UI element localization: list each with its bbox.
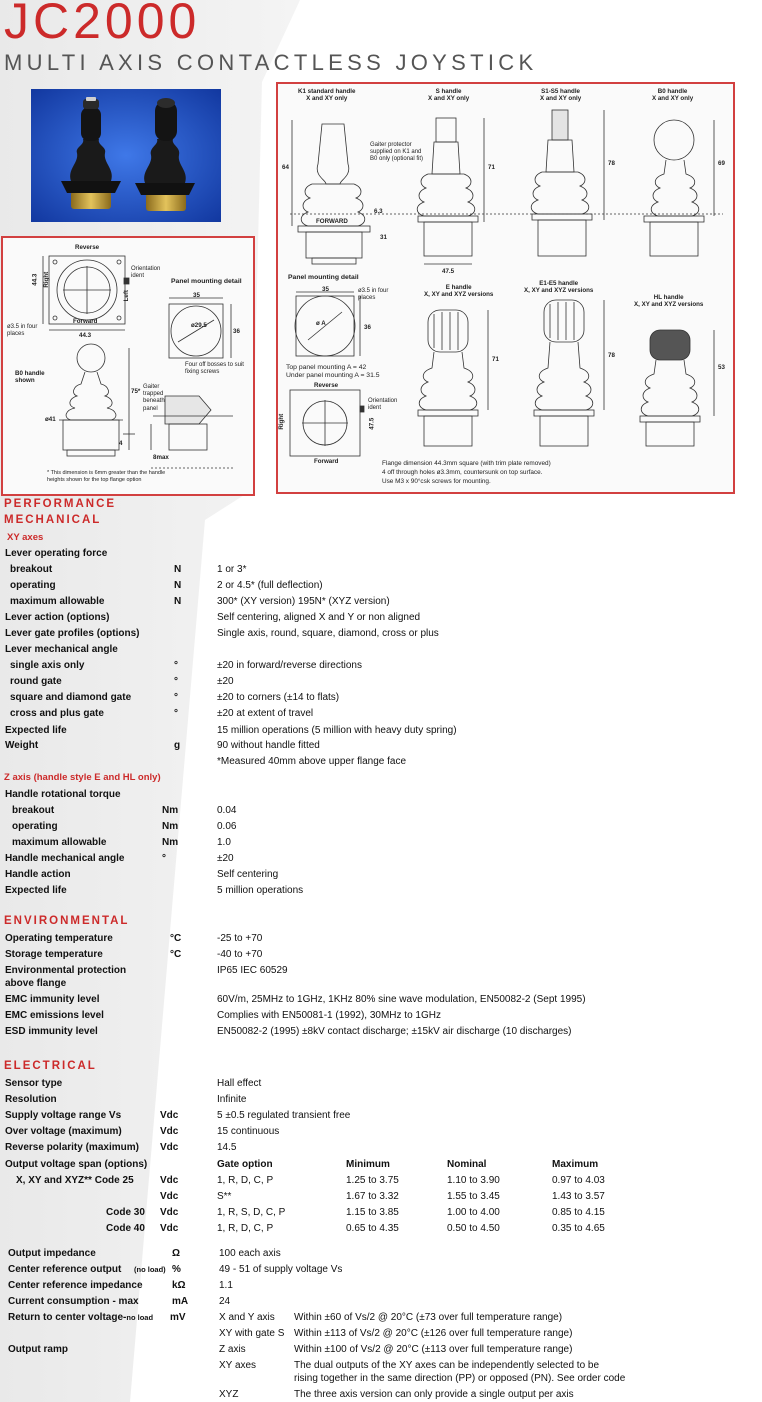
- span-cell: 0.50 to 4.50: [447, 1223, 500, 1234]
- return-label: Return to center voltage-no load: [8, 1312, 154, 1323]
- dim-71-bottom: 71: [492, 356, 499, 363]
- label-reverse: Reverse: [75, 244, 100, 251]
- dim-35-right: 35: [322, 286, 329, 293]
- perf-row-label: Weight: [5, 740, 39, 751]
- section-electrical: ELECTRICAL: [4, 1060, 97, 1072]
- elec2-row-label: Current consumption - max: [8, 1296, 139, 1307]
- span-header-gate: Gate option: [217, 1159, 273, 1170]
- env-row-label: ESD immunity level: [5, 1026, 98, 1037]
- z-row-label: operating: [12, 821, 58, 832]
- env-row-value: -25 to +70: [217, 933, 263, 944]
- holes-note: ø3.5 in four places: [7, 324, 38, 338]
- elec-row-label: Reverse polarity (maximum): [5, 1142, 139, 1153]
- elec2-row-label-small: (no load): [134, 1265, 166, 1274]
- handle-e-name: E handle X, XY and XYZ versions: [424, 284, 494, 299]
- elec-row-unit: Vdc: [160, 1110, 179, 1121]
- ramp-value-2: rising together in the same direction (PP) or opposed (PN). See order code: [294, 1373, 626, 1384]
- elec-row-value: Hall effect: [217, 1078, 262, 1089]
- span-header-minimum: Minimum: [346, 1159, 390, 1170]
- z-row-value: ±20: [217, 853, 234, 864]
- flange-note-1: Flange dimension 44.3mm square (with trim plate removed): [382, 460, 551, 467]
- span-cell: 1.15 to 3.85: [346, 1207, 399, 1218]
- elec-row-value: 15 continuous: [217, 1126, 280, 1137]
- dim-phi-41: ø41: [45, 416, 56, 423]
- env-row-unit: °C: [170, 949, 182, 960]
- dim-78-bottom: 78: [608, 352, 615, 359]
- z-row-value: Self centering: [217, 869, 279, 880]
- return-value: Within ±100 of Vs/2 @ 20°C (±113 over full temperature range): [294, 1344, 573, 1355]
- span-cell: 1.10 to 3.90: [447, 1175, 500, 1186]
- ramp-label: Output ramp: [8, 1344, 68, 1355]
- z-row-value: 0.06: [217, 821, 237, 832]
- elec2-row-unit: kΩ: [172, 1280, 186, 1291]
- dim-53: 53: [718, 364, 725, 371]
- span-cell: 0.97 to 4.03: [552, 1175, 605, 1186]
- span-cell: 1.25 to 3.75: [346, 1175, 399, 1186]
- elec-row-value: Infinite: [217, 1094, 247, 1105]
- panel-detail-title: Panel mounting detail: [171, 278, 242, 285]
- span-row-unit: Vdc: [160, 1223, 179, 1234]
- dim-71: 71: [488, 164, 495, 171]
- perf-row-label: operating: [10, 580, 56, 591]
- perf-row-value: Self centering, aligned X and Y or non aligned: [217, 612, 421, 623]
- elec2-row-unit: mA: [172, 1296, 189, 1307]
- return-value: Within ±60 of Vs/2 @ 20°C (±73 over full temperature range): [294, 1312, 563, 1323]
- dim-6-3: 6.3: [374, 208, 383, 215]
- perf-row-label: round gate: [10, 676, 62, 687]
- perf-row-value: 2 or 4.5* (full deflection): [217, 580, 323, 591]
- z-row-label: Expected life: [5, 885, 67, 896]
- section-mechanical: MECHANICAL: [4, 514, 102, 526]
- perf-row-label: breakout: [10, 564, 53, 575]
- elec2-row-label: Output impedance: [8, 1248, 96, 1259]
- span-cell: 1, R, D, C, P: [217, 1175, 274, 1186]
- env-row-label: EMC emissions level: [5, 1010, 104, 1021]
- perf-row-unit: °: [174, 676, 178, 687]
- handle-k1-name: K1 standard handle X and XY only: [298, 88, 356, 103]
- span-cell: 1.55 to 3.45: [447, 1191, 500, 1202]
- ramp-value: The dual outputs of the XY axes can be independently selected to be: [294, 1360, 600, 1371]
- elec-row-value: 14.5: [217, 1142, 237, 1153]
- span-cell: S**: [217, 1191, 232, 1202]
- top-panel-mounting: Top panel mounting A = 42: [286, 364, 367, 371]
- return-axis: Z axis: [219, 1344, 246, 1355]
- label-forward-k1: FORWARD: [316, 218, 348, 225]
- perf-row-value: ±20 in forward/reverse directions: [217, 660, 362, 671]
- orientation-ident-right: Orientation ident: [368, 398, 398, 412]
- page-title: JC2000: [4, 0, 201, 49]
- section-environmental: ENVIRONMENTAL: [4, 915, 130, 927]
- handle-options-drawing: [278, 84, 733, 492]
- return-axis: XY with gate S: [219, 1328, 285, 1339]
- perf-row-label: Lever operating force: [5, 548, 108, 559]
- four-off-bosses-note: Four off bosses to suit fixing screws: [185, 362, 244, 376]
- dim-phi-29-5: ø29.5: [191, 322, 207, 329]
- z-row-label: Handle action: [5, 869, 71, 880]
- span-header-maximum: Maximum: [552, 1159, 599, 1170]
- perf-row-label: maximum allowable: [10, 596, 105, 607]
- dim-36-right: 36: [364, 324, 371, 331]
- elec2-row-value: 24: [219, 1296, 231, 1307]
- z-row-label: breakout: [12, 805, 55, 816]
- span-cell: 1, R, S, D, C, P: [217, 1207, 286, 1218]
- span-label: Output voltage span (options): [5, 1159, 148, 1170]
- perf-row-unit: N: [174, 580, 182, 591]
- handle-s1-s5-name: S1-S5 handle X and XY only: [540, 88, 582, 103]
- env-row-value: -40 to +70: [217, 949, 263, 960]
- env-row-label-2: above flange: [5, 978, 67, 989]
- perf-row-unit: N: [174, 596, 182, 607]
- perf-row-label: Lever gate profiles (options): [5, 628, 140, 639]
- perf-row-label: cross and plus gate: [10, 708, 104, 719]
- handle-hl-name: HL handle X, XY and XYZ versions: [634, 294, 704, 309]
- perf-row-unit: °: [174, 660, 178, 671]
- span-header-nominal: Nominal: [447, 1159, 487, 1170]
- perf-row-value: Single axis, round, square, diamond, cross or plus: [217, 628, 439, 639]
- handle-e1-e5-name: E1-E5 handle X, XY and XYZ versions: [524, 280, 594, 295]
- span-row-label: Code 40: [106, 1223, 145, 1234]
- span-cell: 0.35 to 4.65: [552, 1223, 605, 1234]
- handle-b0-name: B0 handle X and XY only: [652, 88, 694, 103]
- page-subtitle: MULTI AXIS CONTACTLESS JOYSTICK: [4, 50, 538, 75]
- perf-row-value: 15 million operations (5 million with heavy duty spring): [217, 725, 457, 736]
- dim-36: 36: [233, 328, 240, 335]
- dim-44-3-vertical: 44.3: [31, 273, 39, 286]
- span-row-unit: Vdc: [160, 1175, 179, 1186]
- label-left: Left: [122, 290, 130, 302]
- gaiter-protector-note: Gaiter protector supplied on K1 and B0 only (optional fit): [370, 142, 424, 163]
- return-axis: X and Y axis: [219, 1312, 275, 1323]
- perf-row-value: ±20 to corners (±14 to flats): [217, 692, 340, 703]
- dim-35: 35: [193, 292, 200, 299]
- return-unit: mV: [170, 1312, 186, 1323]
- dim-78: 78: [608, 160, 615, 167]
- flange-note-2: 4 off through holes ø3.3mm, countersunk on top surface.: [382, 469, 543, 476]
- dim-phi-a: ø A: [316, 320, 326, 327]
- under-panel-mounting: Under panel mounting A = 31.5: [286, 372, 380, 379]
- z-axis-heading: Z axis (handle style E and HL only): [4, 772, 161, 783]
- dim-47-5-right: 47.5: [368, 417, 376, 430]
- elec2-row-label: Center reference impedance: [8, 1280, 143, 1291]
- flange-note-3: Use M3 x 90°csk screws for mounting.: [382, 478, 491, 485]
- b0-handle-shown: B0 handle shown: [15, 370, 45, 385]
- product-photo: [31, 89, 221, 222]
- span-row-label: X, XY and XYZ** Code 25: [16, 1175, 134, 1186]
- elec-row-label: Over voltage (maximum): [5, 1126, 122, 1137]
- perf-row-unit: °: [174, 692, 178, 703]
- perf-row-value: 1 or 3*: [217, 564, 247, 575]
- env-row-label: EMC immunity level: [5, 994, 100, 1005]
- z-row-label: maximum allowable: [12, 837, 107, 848]
- ramp-value: The three axis version can only provide a single output per axis: [294, 1389, 574, 1400]
- footnote: * This dimension is 6mm greater than the handle heights shown for the top flange option: [47, 470, 166, 483]
- dim-64: 64: [282, 164, 289, 171]
- span-cell: 1.43 to 3.57: [552, 1191, 605, 1202]
- span-cell: 0.85 to 4.15: [552, 1207, 605, 1218]
- label-forward-right: Forward: [314, 458, 339, 465]
- z-row-value: 0.04: [217, 805, 237, 816]
- z-row-unit: °: [162, 853, 166, 864]
- env-row-label: Operating temperature: [5, 933, 113, 944]
- perf-row-value: ±20 at extent of travel: [217, 708, 314, 719]
- span-row-unit: Vdc: [160, 1191, 179, 1202]
- env-row-unit: °C: [170, 933, 182, 944]
- perf-row-value: ±20: [217, 676, 234, 687]
- z-row-value: 1.0: [217, 837, 231, 848]
- env-row-label: Environmental protection: [5, 965, 127, 976]
- z-row-unit: Nm: [162, 837, 179, 848]
- z-row-unit: Nm: [162, 805, 179, 816]
- z-row-unit: Nm: [162, 821, 179, 832]
- perf-row-unit: g: [174, 740, 181, 751]
- perf-row-unit: °: [174, 708, 178, 719]
- dim-31: 31: [380, 234, 387, 241]
- dim-44-3-horizontal: 44.3: [79, 332, 92, 339]
- elec-row-unit: Vdc: [160, 1126, 179, 1137]
- perf-row-label: Expected life: [5, 725, 67, 736]
- elec2-row-value: 100 each axis: [219, 1248, 281, 1259]
- perf-row-label: square and diamond gate: [10, 692, 132, 703]
- label-forward: Forward: [73, 318, 98, 325]
- elec-row-unit: Vdc: [160, 1142, 179, 1153]
- drawing-panel-left: [1, 236, 255, 496]
- dim-75: 75*: [131, 388, 141, 395]
- env-row-value: Complies with EN50081-1 (1992), 30MHz to 1GHz: [217, 1010, 441, 1021]
- z-row-label: Handle mechanical angle: [5, 853, 125, 864]
- perf-row-value: 90 without handle fitted: [217, 740, 320, 751]
- label-right: Right: [43, 271, 51, 288]
- dim-69: 69: [718, 160, 725, 167]
- elec2-row-label: Center reference output: [8, 1264, 122, 1275]
- elec-row-label: Sensor type: [5, 1078, 63, 1089]
- span-cell: 1.67 to 3.32: [346, 1191, 399, 1202]
- dim-47-5: 47.5: [442, 268, 455, 275]
- elec-row-value: 5 ±0.5 regulated transient free: [217, 1110, 351, 1121]
- panel-detail-title-right: Panel mounting detail: [288, 274, 359, 281]
- span-cell: 1, R, D, C, P: [217, 1223, 274, 1234]
- span-row-unit: Vdc: [160, 1207, 179, 1218]
- perf-row-label: single axis only: [10, 660, 85, 671]
- gaiter-trapped-note: Gaiter trapped beneath panel: [143, 384, 165, 412]
- span-cell: 1.00 to 4.00: [447, 1207, 500, 1218]
- z-row-label: Handle rotational torque: [5, 789, 121, 800]
- xy-axes-heading: XY axes: [7, 532, 44, 543]
- orientation-ident: Orientation ident: [131, 266, 161, 280]
- perf-row-label: Lever action (options): [5, 612, 110, 623]
- ramp-axis: XY axes: [219, 1360, 257, 1371]
- dim-8max: 8max: [153, 454, 169, 461]
- perf-row-label: Lever mechanical angle: [5, 644, 118, 655]
- perf-row-value: *Measured 40mm above upper flange face: [217, 756, 407, 767]
- elec2-row-unit: Ω: [172, 1248, 181, 1259]
- elec2-row-value: 1.1: [219, 1280, 233, 1291]
- label-reverse-right: Reverse: [314, 382, 339, 389]
- elec2-row-unit: %: [172, 1264, 181, 1275]
- env-row-value: EN50082-2 (1995) ±8kV contact discharge; ±15kV air discharge (10 discharges): [217, 1026, 572, 1037]
- ramp-axis: XYZ: [219, 1389, 239, 1400]
- env-row-label: Storage temperature: [5, 949, 103, 960]
- env-row-value: 60V/m, 25MHz to 1GHz, 1KHz 80% sine wave modulation, EN50082-2 (Sept 1995): [217, 994, 586, 1005]
- section-performance: PERFORMANCE: [4, 498, 117, 510]
- drawing-panel-right: [276, 82, 735, 494]
- holes-note-right: ø3.5 in four places: [358, 288, 389, 302]
- span-cell: 0.65 to 4.35: [346, 1223, 399, 1234]
- return-value: Within ±113 of Vs/2 @ 20°C (±126 over full temperature range): [294, 1328, 573, 1339]
- env-row-value: IP65 IEC 60529: [217, 965, 288, 976]
- perf-row-value: 300* (XY version) 195N* (XYZ version): [217, 596, 390, 607]
- elec-row-label: Supply voltage range Vs: [5, 1110, 122, 1121]
- z-row-value: 5 million operations: [217, 885, 304, 896]
- dim-4: 4: [119, 440, 123, 447]
- span-row-label: Code 30: [106, 1207, 145, 1218]
- label-right-right: Right: [278, 413, 286, 430]
- handle-s-name: S handle X and XY only: [428, 88, 470, 103]
- elec-row-label: Resolution: [5, 1094, 57, 1105]
- perf-row-unit: N: [174, 564, 182, 575]
- elec2-row-value: 49 - 51 of supply voltage Vs: [219, 1264, 343, 1275]
